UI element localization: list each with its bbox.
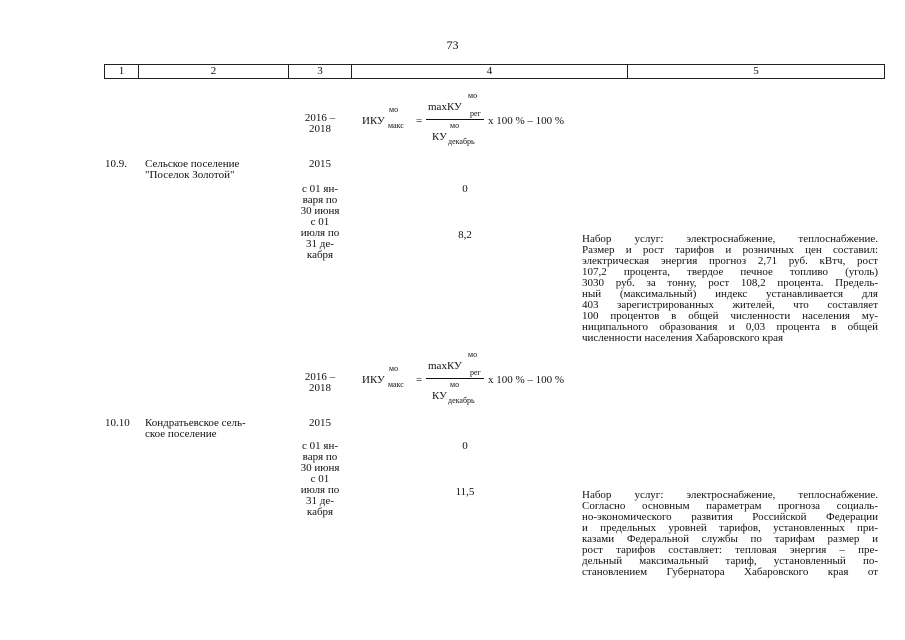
year-label: 2015 xyxy=(309,158,331,170)
header-row xyxy=(105,65,885,79)
period-label: с 01 ян- варя по 30 июня с 01 июля по 31 де- кабря xyxy=(300,183,340,261)
formula-num-sub: рег xyxy=(470,109,481,118)
formula-den-sub: декабрь xyxy=(448,396,475,405)
period-label: 2016 – 2018 xyxy=(304,112,336,135)
formula-den-base: КУ xyxy=(432,390,447,402)
table-header xyxy=(104,64,885,79)
formula-lhs-sub: макс xyxy=(388,380,404,389)
settlement-name: Сельское поселение "Поселок Золотой" xyxy=(145,158,240,181)
period-label: с 01 ян- варя по 30 июня с 01 июля по 31 де- кабря xyxy=(300,440,340,518)
formula-den-sub: декабрь xyxy=(448,137,475,146)
header-col-1: 1 xyxy=(105,65,139,79)
header-col-5: 5 xyxy=(628,65,885,79)
index-value: 8,2 xyxy=(458,229,472,241)
formula-den-sup: мо xyxy=(450,121,460,130)
formula-tail: x 100 % – 100 % xyxy=(488,374,565,386)
header-col-3: 3 xyxy=(289,65,352,79)
fraction-line xyxy=(426,119,484,120)
formula-num-base: maxКУ xyxy=(428,101,462,113)
row-number: 10.10 xyxy=(105,417,130,429)
formula-num-sup: мо xyxy=(468,91,478,100)
index-value: 0 xyxy=(462,183,468,195)
settlement-name: Кондратьевское сель- ское поселение xyxy=(145,417,246,440)
formula-lhs-base: ИКУ xyxy=(362,115,385,127)
row-number: 10.9. xyxy=(105,158,127,170)
header-col-2: 2 xyxy=(139,65,289,79)
fraction-line xyxy=(426,378,484,379)
formula-num-base: maxКУ xyxy=(428,360,462,372)
formula-equals: = xyxy=(416,374,423,386)
formula-num-sub: рег xyxy=(470,368,481,377)
note-text: Набор услуг: электроснабжение, теплоснабжение. Размер и рост тарифов и розничных цен составил: электрическая энергия прогноз 2,71 руб. кВтч, рост 107,2 процента, твердое печное топливо (уголь) 3030 руб. за тонну, рост 108,2 процента. Предель- ный (максимальный) индекс устанавливается для 403 зарегистрированных жителей, что составляет 100 процентов в общей численности населения му- ниципального образования и 0,03 процента в общей численности населения Хабаровского края xyxy=(582,233,878,344)
formula-lhs-base: ИКУ xyxy=(362,374,385,386)
note-text: Набор услуг: электроснабжение, теплоснабжение. Согласно основным параметрам прогноза социаль- но-экономического развития Российской Федерации и предельных уровней тарифов, установленных при- казами Федеральной службы по тарифам размер и рост тарифов составляет: тепловая энергия – пре- дельный максимальный тариф, установленный по- становлением Губернатора Хабаровского края от xyxy=(582,489,878,578)
formula-equals: = xyxy=(416,115,423,127)
page-number: 73 xyxy=(446,38,459,52)
formula xyxy=(360,92,590,148)
index-value: 0 xyxy=(462,440,468,452)
year-label: 2015 xyxy=(309,417,331,429)
formula-lhs-sup: мо xyxy=(389,105,399,114)
period-label: 2016 – 2018 xyxy=(304,371,336,394)
formula xyxy=(360,351,590,407)
formula-tail: x 100 % – 100 % xyxy=(488,115,565,127)
header-col-4: 4 xyxy=(352,65,628,79)
formula-den-sup: мо xyxy=(450,380,460,389)
formula-lhs-sub: макс xyxy=(388,121,404,130)
formula-num-sup: мо xyxy=(468,350,478,359)
formula-lhs-sup: мо xyxy=(389,364,399,373)
index-value: 11,5 xyxy=(455,486,475,498)
formula-den-base: КУ xyxy=(432,131,447,143)
